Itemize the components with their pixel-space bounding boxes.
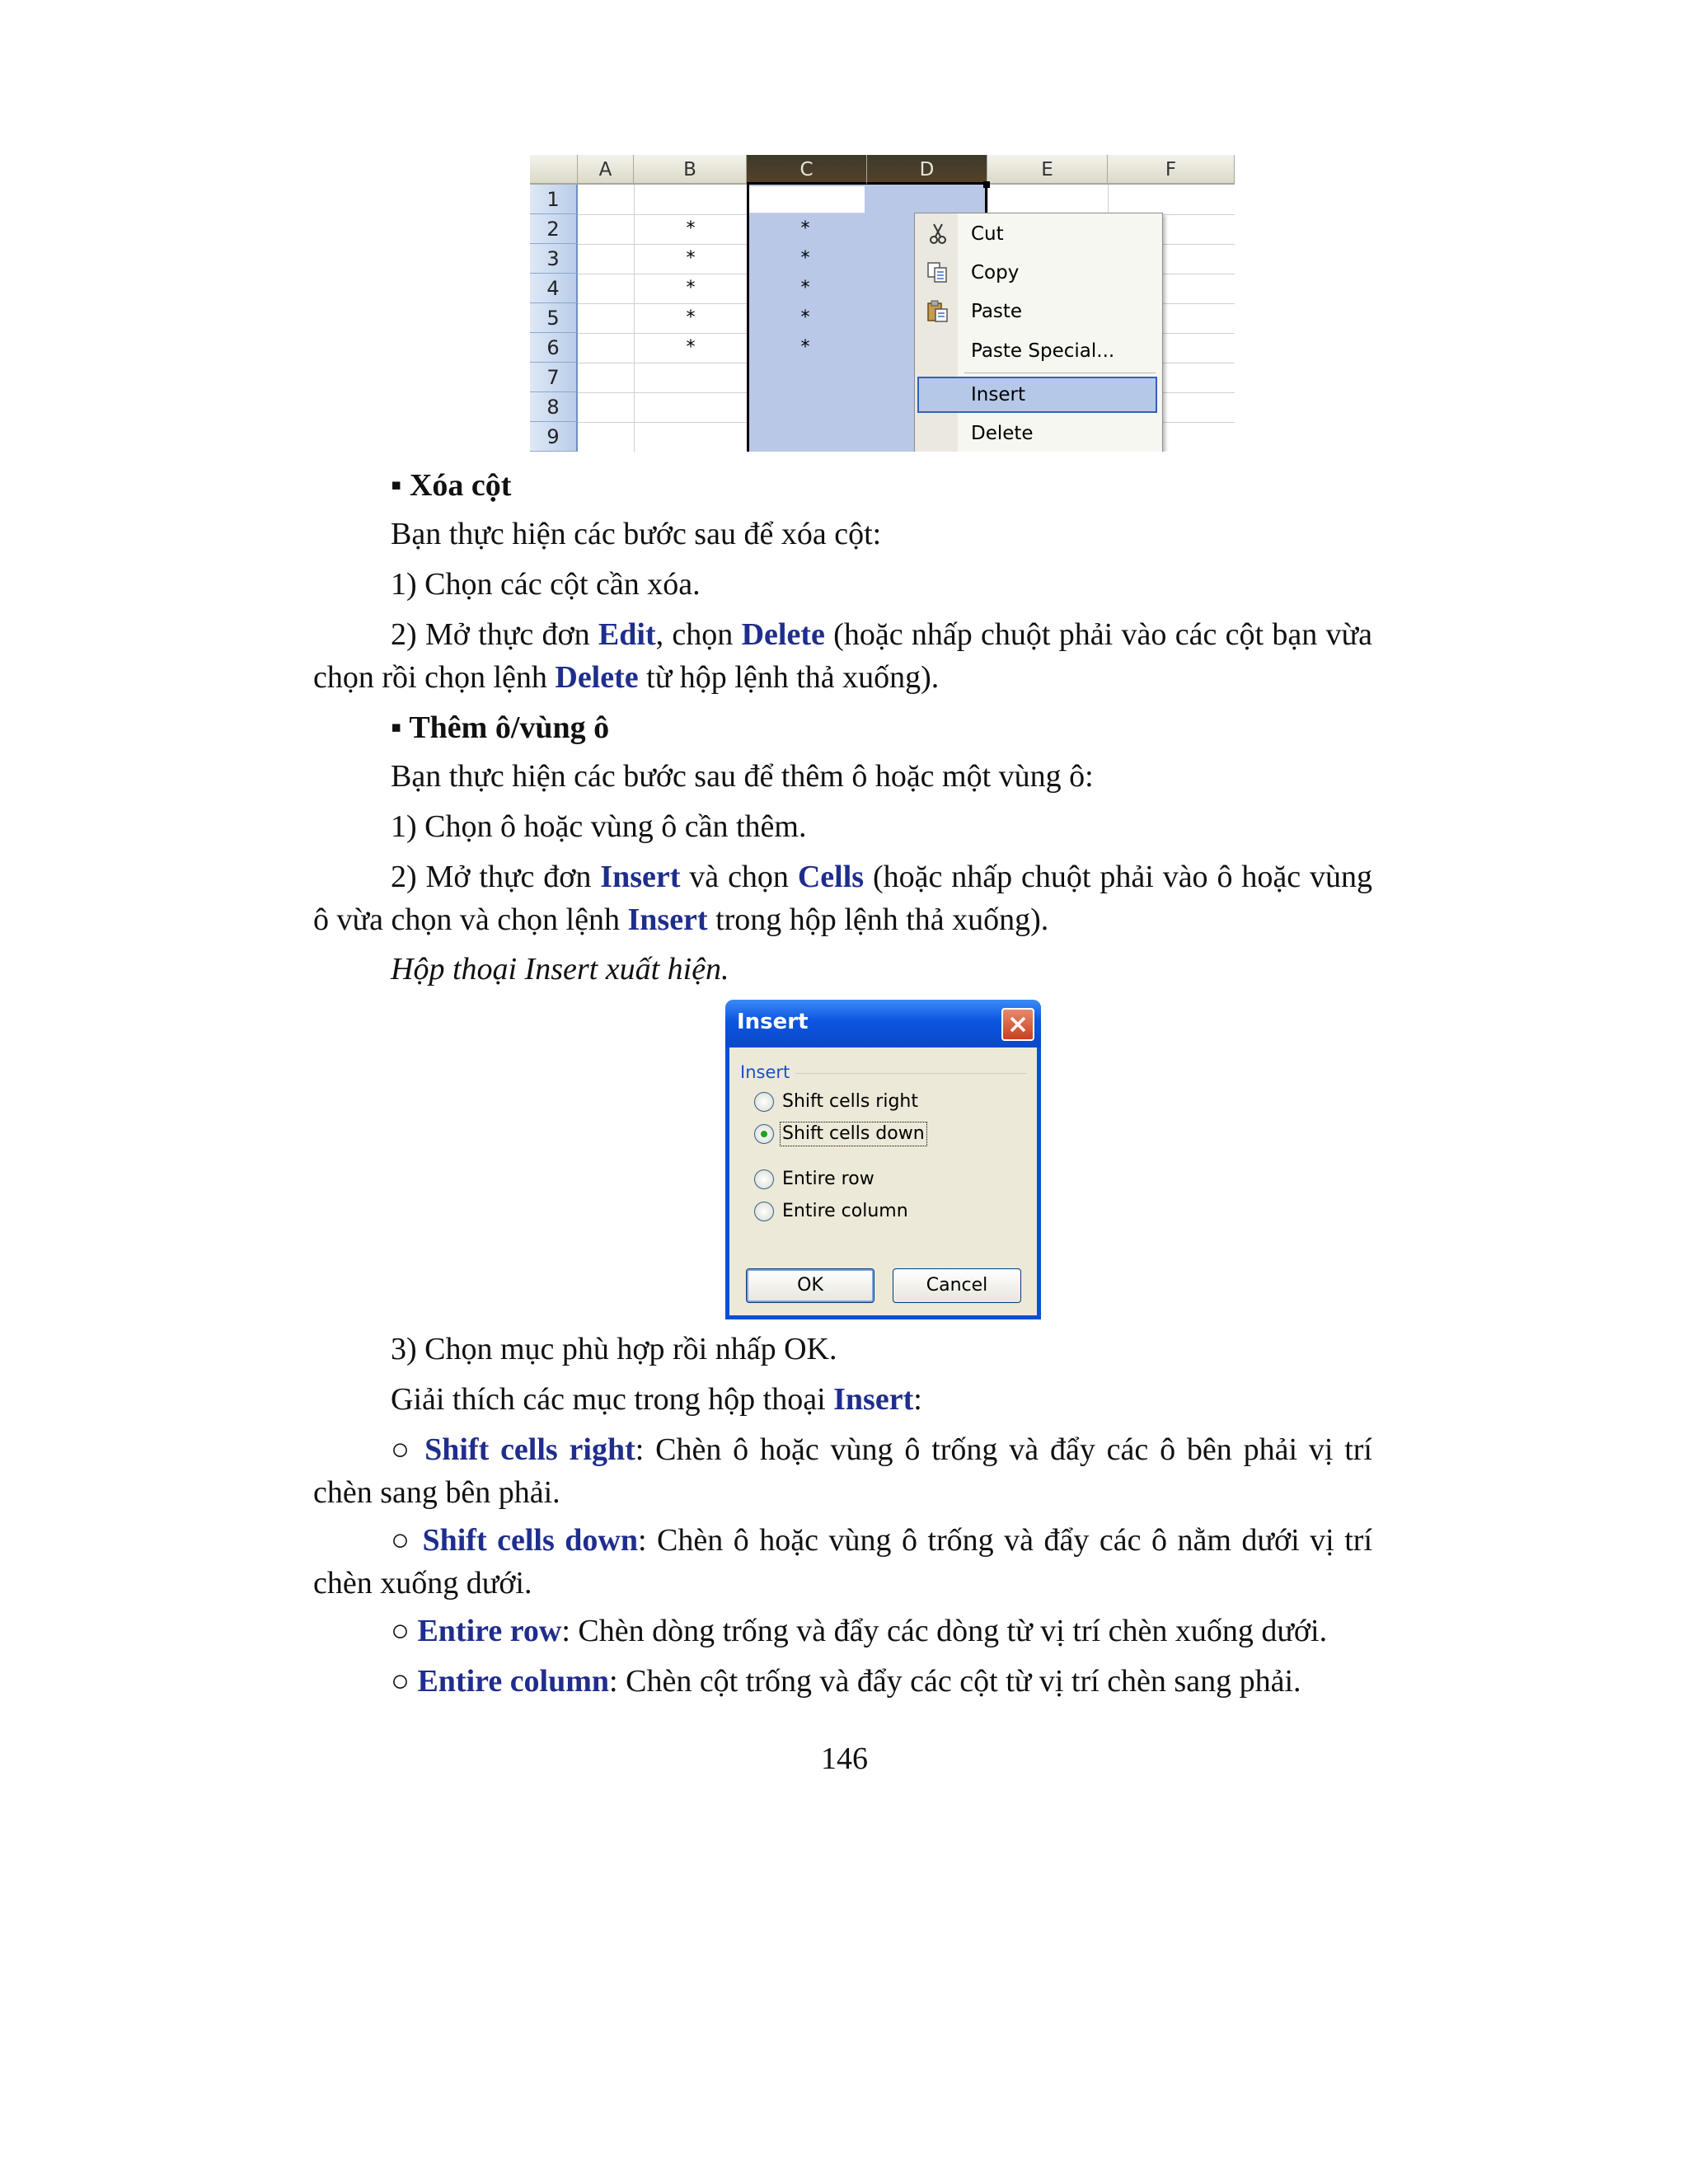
square-bullet: ▪ [391,468,402,503]
row-header-9[interactable]: 9 [530,422,578,452]
keyword: Delete [555,660,639,695]
menu-item-copy[interactable] [917,255,1157,291]
row-header-5[interactable]: 5 [530,303,578,333]
option-label: Entire column [782,1201,908,1221]
scissors-icon [926,223,950,246]
text: và chọn [680,860,798,894]
cell-mark: * [686,218,696,239]
square-bullet: ▪ [391,710,402,745]
option-label: Shift cells right [782,1091,918,1112]
delete-column-step-2 [313,613,1372,699]
menu-item-label: Cut [971,223,1004,245]
text: trong hộp lệnh thả xuống). [707,902,1049,937]
delete-column-step-1: 1) Chọn các cột cần xóa. [391,567,701,602]
circle-bullet: ○ [391,1523,423,1558]
text: : Chèn cột trống và đẩy các cột từ vị trí chèn sang phải. [609,1664,1301,1699]
text: (hoặc nhấp chuột phải vào các cột bạn vừa chọn rồi chọn lệnh [313,617,1372,695]
cancel-button[interactable]: Cancel [893,1268,1021,1303]
close-button[interactable] [1001,1008,1034,1041]
text: (hoặc nhấp chuột phải vào ô hoặc vùng ô vừa chọn và chọn lệnh [313,860,1373,937]
radio-button[interactable] [754,1169,774,1189]
text: 2) Mở thực đơn [391,617,598,652]
row-header-4[interactable]: 4 [530,274,578,303]
circle-bullet: ○ [391,1664,418,1699]
menu-item-paste[interactable] [917,293,1157,330]
menu-item-label: Insert [971,384,1025,405]
text: , chọn [655,617,742,652]
copy-icon [926,261,950,284]
radio-button-selected[interactable] [754,1124,774,1144]
insert-cells-step-2 [313,855,1372,941]
context-menu [914,213,1163,452]
explain-entire-row [391,1610,1327,1652]
term: Entire column [417,1664,610,1699]
circle-bullet: ○ [391,1432,425,1467]
column-header-row [530,155,1235,185]
keyword: Cells [797,860,865,894]
delete-column-intro: Bạn thực hiện các bước sau để xóa cột: [391,517,882,551]
row-header-2[interactable]: 2 [530,214,578,244]
keyword: Delete [741,617,825,652]
section-heading-delete-column [391,464,511,507]
text: : Chèn ô hoặc vùng ô trống và đẩy các ô bên phải vị trí chèn sang bên phải. [313,1432,1372,1510]
text: : Chèn ô hoặc vùng ô trống và đẩy các ô nằm dưới vị trí chèn xuống dưới. [313,1523,1373,1601]
heading-text: Xóa cột [409,468,512,503]
text: : [913,1382,922,1417]
column-header-corner[interactable] [530,155,578,185]
explain-intro [391,1378,922,1421]
cell-mark: * [686,307,696,328]
menu-item-label: Paste Special... [971,340,1115,362]
option-label: Entire row [782,1169,874,1189]
explain-shift-cells-right [313,1428,1372,1514]
menu-item-insert[interactable] [917,377,1157,413]
text: 2) Mở thực đơn [391,860,601,894]
cell-mark: * [686,248,696,269]
menu-item-label: Copy [971,262,1020,284]
keyword: Edit [598,617,656,652]
section-heading-insert-cells [391,706,609,749]
group-divider [795,1073,1026,1074]
fill-handle[interactable] [983,181,990,188]
row-header-6[interactable]: 6 [530,333,578,363]
cell-mark: * [800,278,810,298]
insert-cells-intro: Bạn thực hiện các bước sau để thêm ô hoặc một vùng ô: [391,759,1094,794]
dialog-note: Hộp thoại Insert xuất hiện. [391,952,729,987]
row-header-7[interactable]: 7 [530,363,578,392]
heading-text: Thêm ô/vùng ô [409,710,610,745]
dialog-title: Insert [737,1010,809,1034]
menu-item-label: Paste [971,301,1023,322]
column-header-d[interactable]: D [867,155,987,185]
close-icon [1009,1015,1027,1033]
row-header-3[interactable]: 3 [530,244,578,274]
menu-item-cut[interactable] [917,216,1157,252]
paste-icon [926,300,950,323]
cell-mark: * [800,307,810,328]
ok-button[interactable]: OK [746,1268,874,1303]
active-cell[interactable] [749,186,865,213]
radio-button[interactable] [754,1202,774,1221]
term: Entire row [417,1614,562,1648]
text: từ hộp lệnh thả xuống). [638,660,940,695]
group-label: Insert [740,1062,790,1082]
cell-mark: * [686,278,696,298]
insert-dialog [725,1000,1041,1319]
spreadsheet-screenshot [530,155,1235,452]
radio-dot [761,1131,767,1137]
option-label: Shift cells down [782,1123,925,1144]
explain-shift-cells-down [313,1519,1372,1605]
text: : Chèn dòng trống và đẩy các dòng từ vị trí chèn xuống dưới. [561,1614,1328,1648]
cell-mark: * [800,337,810,358]
cell-mark: * [800,218,810,239]
column-header-a[interactable]: A [578,155,634,185]
radio-button[interactable] [754,1092,774,1112]
term: Shift cells right [424,1432,635,1467]
explain-entire-column [391,1660,1301,1703]
cell-mark: * [686,337,696,358]
dialog-titlebar[interactable] [725,1000,1041,1047]
circle-bullet: ○ [391,1614,418,1648]
keyword: Insert [833,1382,914,1417]
step-3: 3) Chọn mục phù hợp rồi nhấp OK. [391,1332,837,1366]
keyword: Insert [600,860,681,894]
cell-mark: * [800,248,810,269]
page-number: 146 [821,1741,868,1776]
column-header-e[interactable]: E [987,155,1108,185]
menu-item-label: Delete [971,423,1034,444]
row-header-1[interactable]: 1 [530,185,578,214]
term: Shift cells down [422,1523,638,1558]
dialog-body [729,1047,1037,1315]
keyword: Insert [627,902,708,937]
column-header-c[interactable]: C [747,155,867,185]
insert-cells-step-1: 1) Chọn ô hoặc vùng ô cần thêm. [391,809,807,844]
grid-line [634,185,635,452]
menu-item-delete[interactable] [917,415,1157,452]
column-header-f[interactable]: F [1108,155,1235,185]
menu-item-paste-special[interactable] [917,333,1157,369]
text: Giải thích các mục trong hộp thoại [391,1382,834,1417]
column-header-b[interactable]: B [634,155,747,185]
row-header-8[interactable]: 8 [530,392,578,422]
